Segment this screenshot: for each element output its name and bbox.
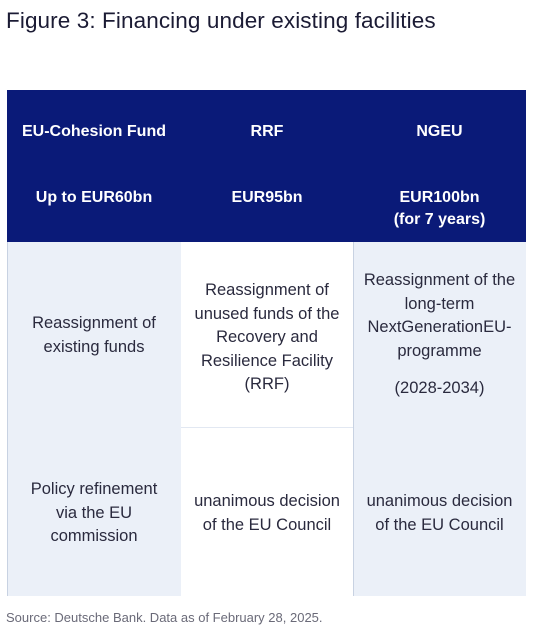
- amount-rrf: EUR95bn: [231, 189, 303, 206]
- cell-line: Reassignment of: [32, 314, 156, 332]
- table-header: [7, 90, 526, 242]
- cell-ngeu-period: (2028-2034): [394, 379, 485, 397]
- cell-rrf-decision: [181, 490, 353, 537]
- cell-line: existing funds: [43, 337, 145, 356]
- cell-line: of the EU Council: [375, 515, 504, 534]
- cell-line: via the EU: [55, 503, 133, 522]
- amount-cohesion-fund: Up to EUR60bn: [35, 189, 153, 206]
- cell-line: Policy refinement: [30, 480, 158, 498]
- cell-ngeu-mechanism: [353, 269, 526, 363]
- cell-line: unanimous decision: [366, 492, 513, 510]
- header-ngeu: NGEU: [416, 123, 463, 140]
- cell-line: of the EU Council: [202, 515, 332, 534]
- cell-line: unused funds of the: [194, 304, 340, 323]
- cell-cohesion-decision: [7, 478, 181, 549]
- amount-ngeu-value: EUR100bn: [399, 189, 480, 206]
- cell-line: Recovery and: [216, 328, 318, 346]
- header-cohesion-fund: EU-Cohesion Fund: [22, 123, 166, 140]
- header-rrf: RRF: [250, 123, 284, 140]
- cell-line: (RRF): [244, 375, 290, 393]
- cell-line: Reassignment of: [205, 281, 329, 299]
- financing-table: [7, 90, 526, 596]
- cell-line: Reassignment of the: [363, 271, 516, 289]
- figure-title: Figure 3: Financing under existing facilities: [6, 8, 436, 33]
- cell-line: programme: [397, 341, 482, 360]
- cell-cohesion-mechanism: [7, 312, 181, 359]
- cell-line: long-term: [404, 294, 475, 313]
- cell-ngeu-decision: [353, 490, 526, 537]
- cell-line: Resilience Facility: [200, 351, 334, 370]
- amount-ngeu-period: (for 7 years): [393, 211, 486, 228]
- rrf-row-divider: [181, 427, 353, 428]
- cell-line: unanimous decision: [194, 492, 340, 510]
- cell-rrf-mechanism: [181, 279, 353, 397]
- amount-ngeu: [353, 187, 526, 231]
- cell-line: NextGenerationEU-: [367, 318, 512, 336]
- cell-line: commission: [50, 527, 138, 545]
- source-note: Source: Deutsche Bank. Data as of February 28, 2025.: [6, 610, 323, 625]
